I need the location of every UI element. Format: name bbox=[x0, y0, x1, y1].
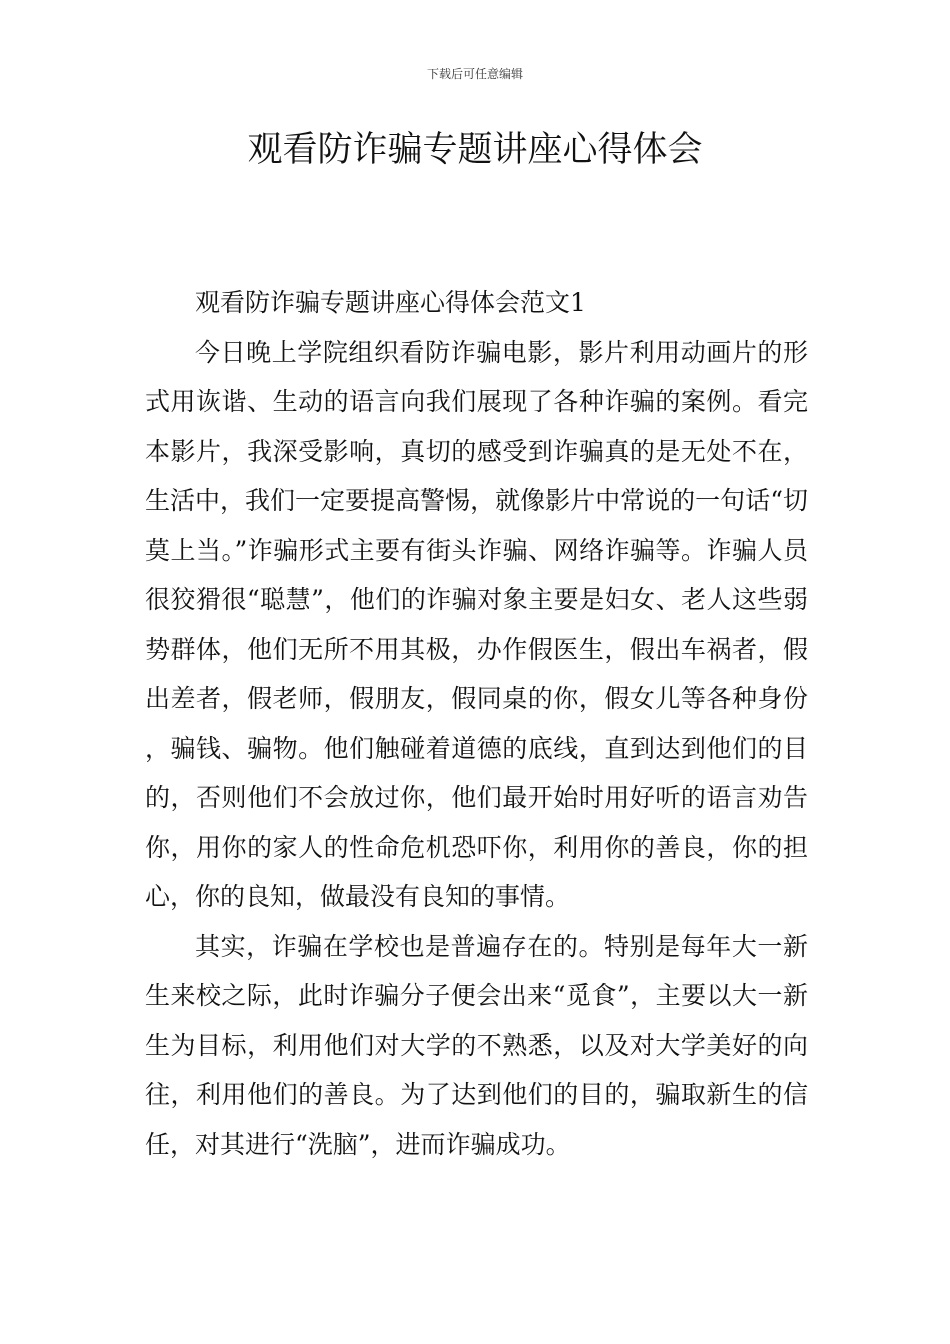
document-body bbox=[145, 278, 808, 1169]
document-title: 观看防诈骗专题讲座心得体会 bbox=[247, 130, 703, 170]
body-paragraph: 今日晚上学院组织看防诈骗电影，影片利用动画片的形式用诙谐、生动的语言向我们展现了各种诈骗的案例。看完本影片，我深受影响，真切的感受到诈骗真的是无处不在，生活中，我们一定要提高警惕，就像影片中常说的一句话“切莫上当。”诈骗形式主要有街头诈骗、网络诈骗等。诈骗人员很狡猾很“聪慧”，他们的诈骗对象主要是妇女、老人这些弱势群体，他们无所不用其极，办作假医生，假出车祸者，假出差者，假老师，假朋友，假同桌的你，假女儿等各种身份，骗钱、骗物。他们触碰着道德的底线，直到达到他们的目的，否则他们不会放过你，他们最开始时用好听的语言劝告你，用你的家人的性命危机恐吓你，利用你的善良，你的担心，你的良知，做最没有良知的事情。 bbox=[145, 337, 808, 911]
body-paragraph: 其实，诈骗在学校也是普遍存在的。特别是每年大一新生来校之际，此时诈骗分子便会出来“觅食”，主要以大一新生为目标，利用他们对大学的不熟悉，以及对大学美好的向往，利用他们的善良。为了达到他们的目的，骗取新生的信任，对其进行“洗脑”，进而诈骗成功。 bbox=[145, 931, 808, 1159]
page-header-note: 下载后可任意编辑 bbox=[426, 67, 523, 81]
section-heading: 观看防诈骗专题讲座心得体会范文1 bbox=[195, 288, 586, 317]
